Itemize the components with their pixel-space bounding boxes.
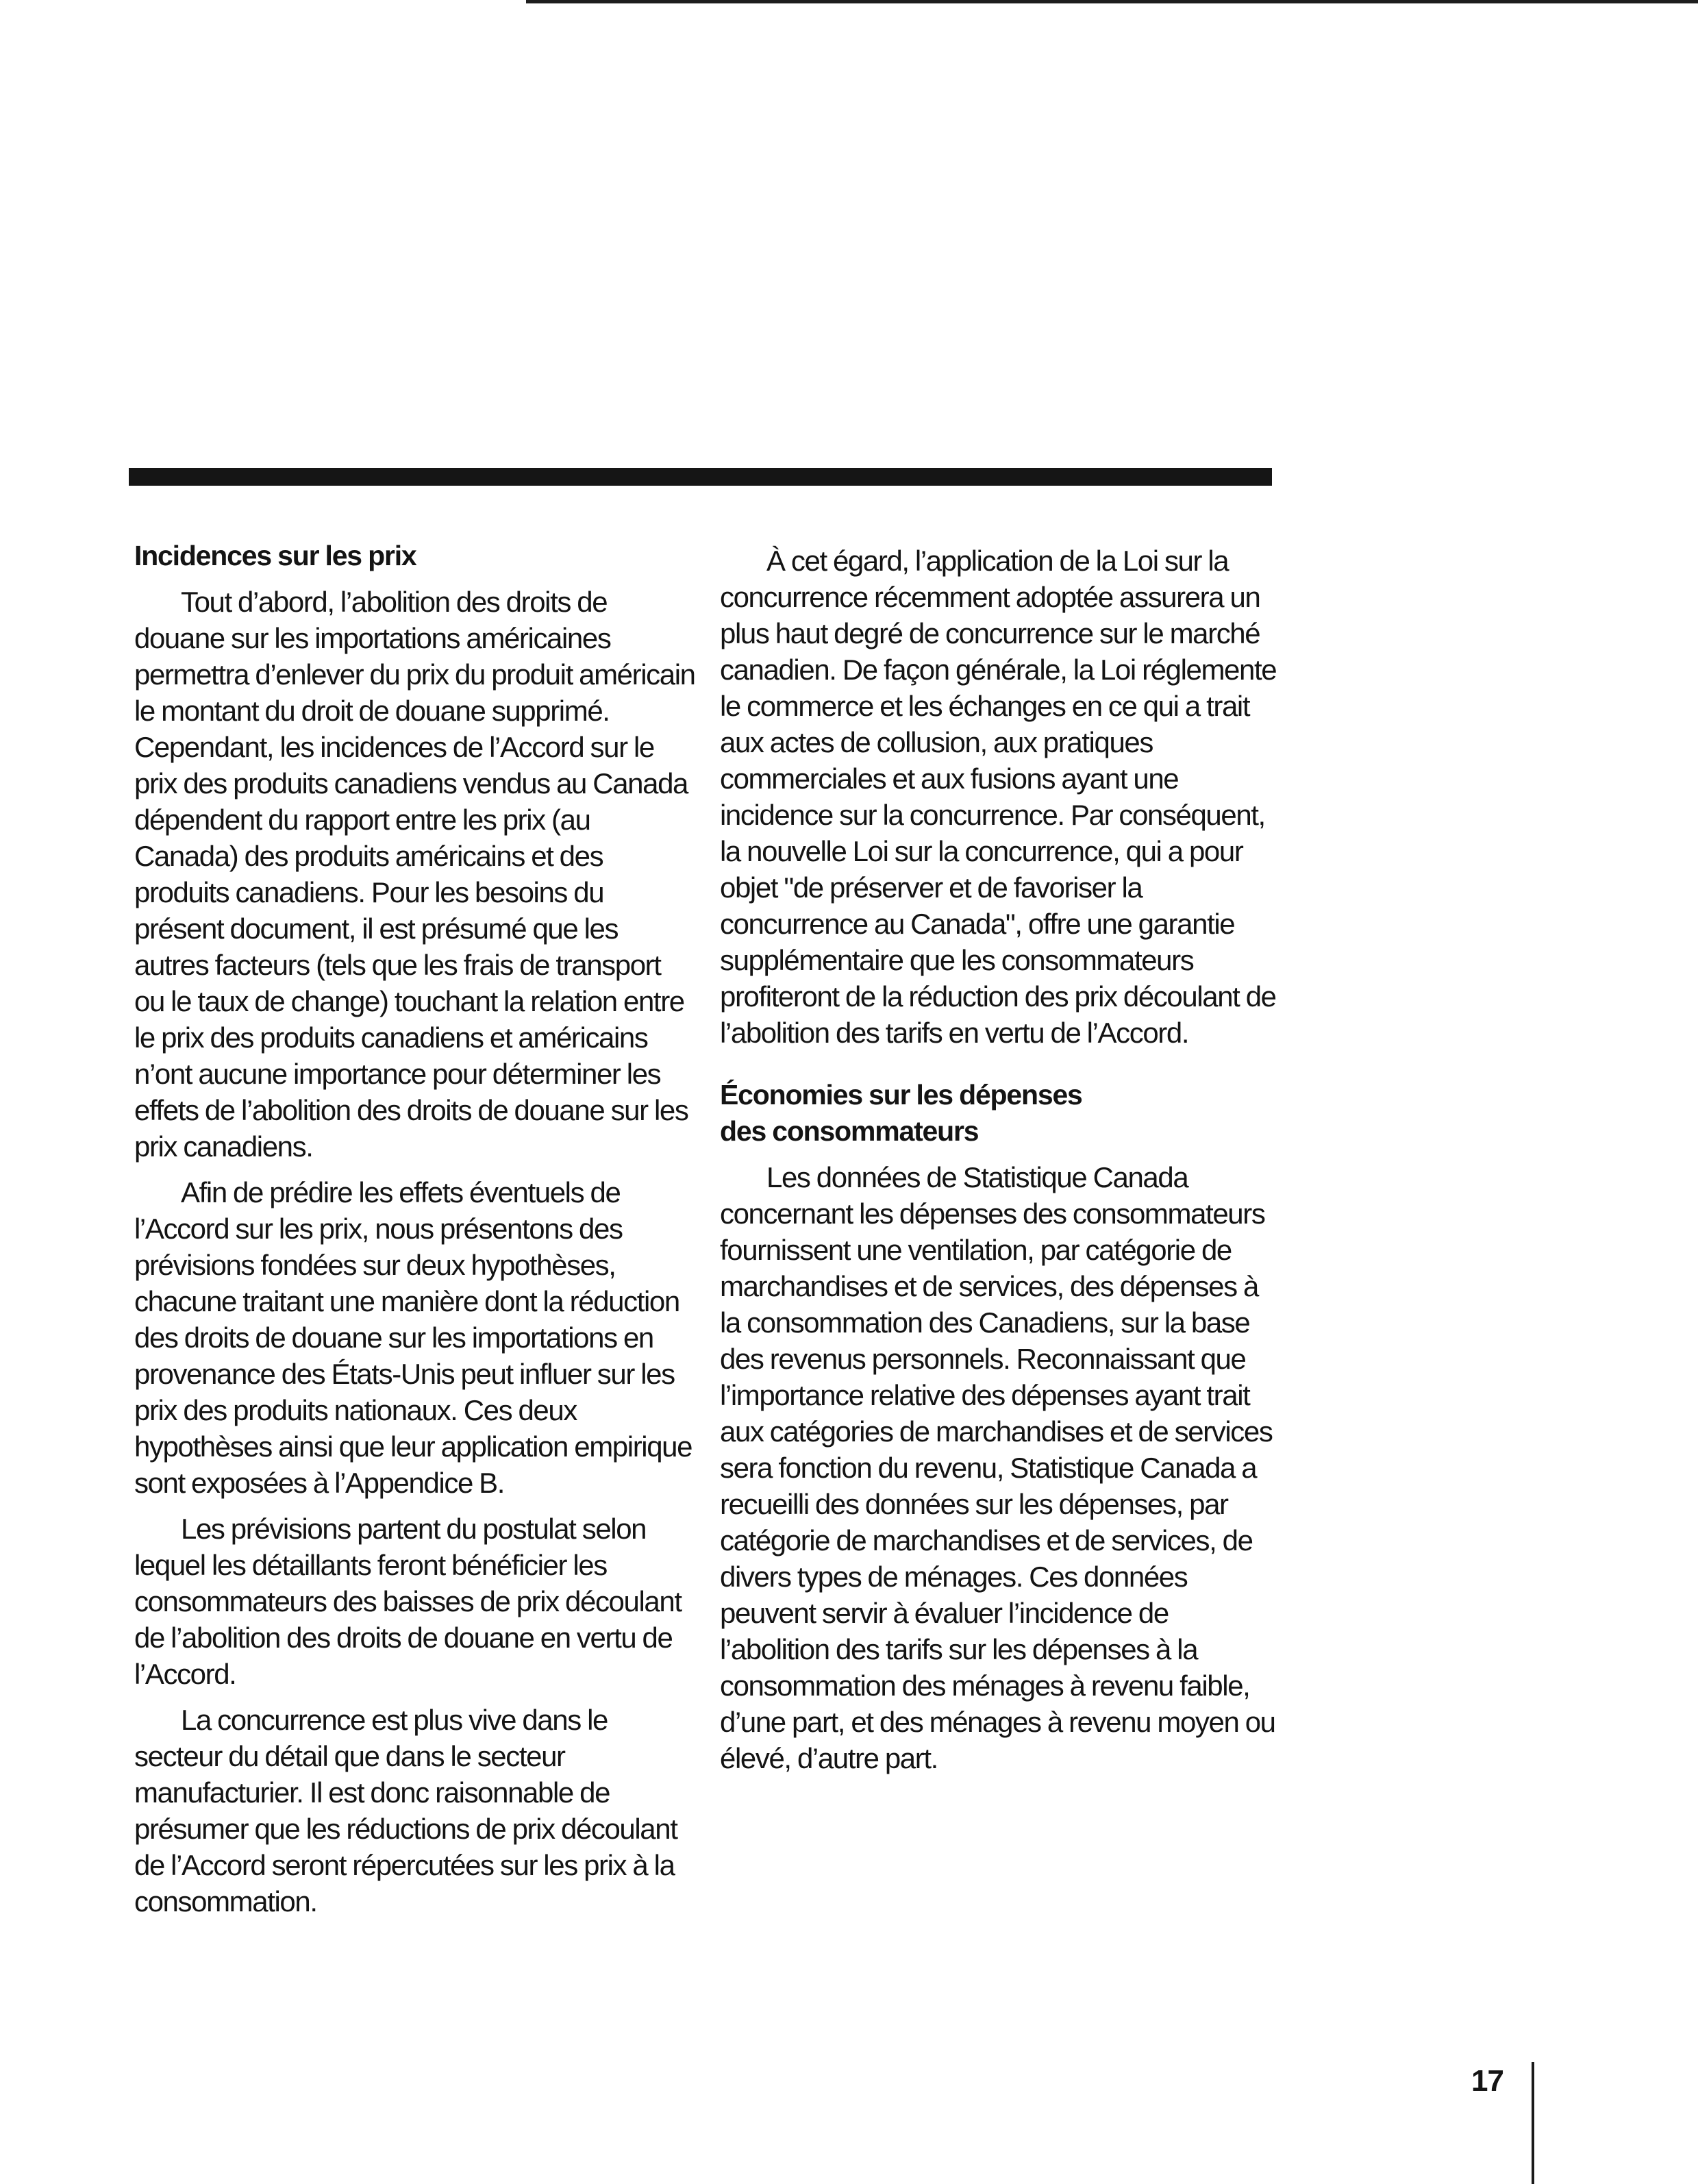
paragraph-abolition-droits: Tout d’abord, l’abolition des droits de douane sur les importations américaines permettra d’enlever du prix du produit américain le montant du droit de douane supprimé. Cependant, les incidences de l’Accord sur le prix des produits canadiens vendus au Canada dépendent du rapport entre les prix (au Canada) des produits américains et des produits canadiens. Pour les besoins du présent document, il est présumé que les autres facteurs (tels que les frais de transport ou le taux de change) touchant la relation entre le prix des produits canadiens et américains n’ont aucune importance pour déterminer les effets de l’abolition des droits de douane sur les prix canadiens.	[134, 586, 695, 1163]
heading-economies-depenses	[720, 1077, 1282, 1150]
paragraph-concurrence-detail: La concurrence est plus vive dans le secteur du détail que dans le secteur manufacturier. Il est donc raisonnable de présumer que les réductions de prix découlant de l’Accord seront répercutées sur les prix à la consommation.	[134, 1704, 677, 1918]
left-column	[134, 538, 696, 1929]
page-number: 17	[1471, 2064, 1503, 2098]
right-column	[720, 543, 1282, 1786]
paragraph-postulat-detaillants: Les prévisions partent du postulat selon lequel les détaillants feront bénéficier les consommateurs des baisses de prix découlant de l’abolition des droits de douane en vertu de l’Accord.	[134, 1513, 682, 1690]
paragraph-statistique-canada: Les données de Statistique Canada concernant les dépenses des consommateurs fournissent une ventilation, par catégorie de marchandises et de services, des dépenses à la consommation des Canadiens, sur la base des revenus personnels. Reconnaissant que l’importance relative des dépenses ayant trait aux catégories de marchandises et de services sera fonction du revenu, Statistique Canada a recueilli des données sur les dépenses, par catégorie de marchandises et de services, de divers types de ménages. Ces données peuvent servir à évaluer l’incidence de l’abolition des tarifs sur les dépenses à la consommation des ménages à revenu faible, d’une part, et des ménages à revenu moyen ou élevé, d’autre part.	[720, 1161, 1275, 1774]
heading-line-1: Économies sur les dépenses	[720, 1079, 1082, 1110]
heading-line-2: des consommateurs	[720, 1115, 979, 1147]
top-rule	[526, 0, 1698, 3]
paragraph-previsions-hypotheses: Afin de prédire les effets éventuels de l’Accord sur les prix, nous présentons des prévisions fondées sur deux hypothèses, chacune traitant une manière dont la réduction des droits de douane sur les importations en provenance des États-Unis peut influer sur les prix des produits nationaux. Ces deux hypothèses ainsi que leur application empirique sont exposées à l’Appendice B.	[134, 1176, 692, 1499]
heading-incidences-prix: Incidences sur les prix	[134, 540, 416, 571]
paragraph-loi-concurrence: À cet égard, l’application de la Loi sur la concurrence récemment adoptée assurera un plus haut degré de concurrence sur le marché canadien. De façon générale, la Loi réglemente le commerce et les échanges en ce qui a trait aux actes de collusion, aux pratiques commerciales et aux fusions ayant une incidence sur la concurrence. Par conséquent, la nouvelle Loi sur la concurrence, qui a pour objet "de préserver et de favoriser la concurrence au Canada", offre une garantie supplémentaire que les consommateurs profiteront de la réduction des prix découlant de l’abolition des tarifs en vertu de l’Accord.	[720, 545, 1277, 1049]
section-divider-bar	[129, 468, 1272, 486]
page-edge-rule	[1532, 2062, 1534, 2184]
